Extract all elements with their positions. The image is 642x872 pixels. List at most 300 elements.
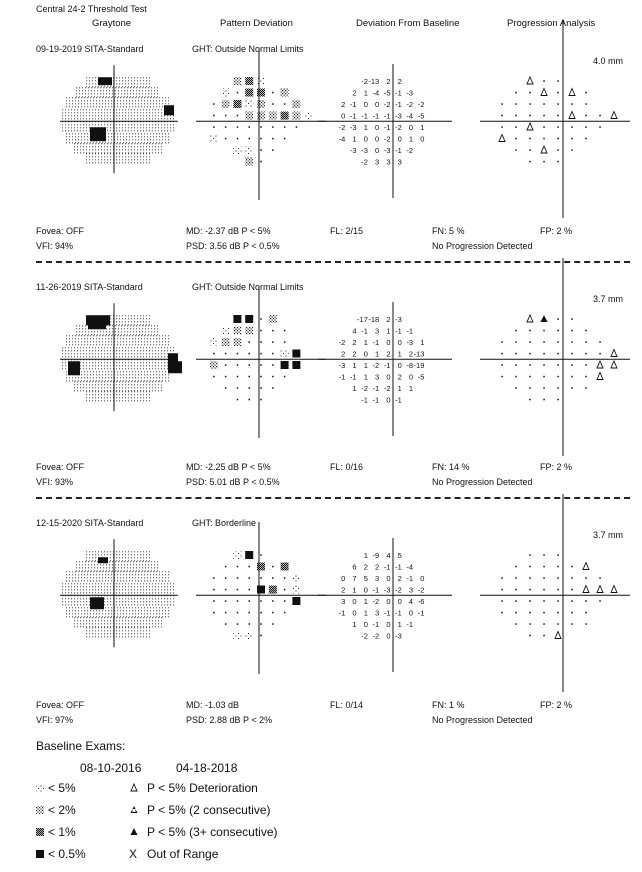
deviation-value: -1: [372, 338, 380, 347]
normal-dot: [272, 341, 274, 343]
normal-dot: [557, 566, 559, 568]
deviation-value: 0: [386, 631, 391, 641]
deviation-value: 1: [375, 349, 380, 359]
normal-dot: [585, 577, 587, 579]
progression-status: No Progression Detected: [432, 477, 533, 487]
deviation-value: -1: [383, 562, 391, 572]
deviation-value: -18: [368, 315, 380, 324]
p-lt-0.5-symbol: [292, 350, 300, 358]
deviation-value: -3: [338, 361, 346, 370]
normal-dot: [599, 353, 601, 355]
normal-dot: [529, 376, 531, 378]
normal-dot: [571, 623, 573, 625]
deviation-value: 0: [408, 608, 414, 618]
vfi-value: VFI: 94%: [36, 241, 74, 251]
normal-dot: [272, 387, 274, 389]
exam-date-strategy: 09-19-2019 SITA-Standard: [36, 44, 144, 54]
normal-dot: [501, 376, 503, 378]
normal-dot: [571, 600, 573, 602]
deviation-value: 5: [363, 574, 368, 583]
normal-dot: [557, 115, 559, 117]
normal-dot: [501, 364, 503, 366]
column-header-graytone: Graytone: [92, 18, 132, 29]
deviation-value: 2: [352, 338, 357, 347]
normal-dot: [260, 149, 262, 151]
normal-dot: [501, 103, 503, 105]
report-title: Central 24-2 Threshold Test: [36, 4, 147, 14]
deviation-value: 3: [341, 597, 346, 606]
normal-dot: [529, 566, 531, 568]
deviation-value: 1: [352, 620, 357, 629]
p-lt-0.5-symbol: [245, 551, 253, 559]
normal-dot: [571, 387, 573, 389]
deterioration-triangle-icon: [597, 361, 603, 368]
baseline-date: 04-18-2018: [176, 761, 238, 775]
normal-dot: [260, 399, 262, 401]
normal-dot: [272, 149, 274, 151]
deviation-value: 1: [363, 338, 368, 347]
deviation-value: -1: [361, 395, 368, 405]
deviation-value: -17: [357, 315, 368, 324]
false-positive: FP: 2 %: [540, 226, 573, 236]
deviation-value: 0: [363, 134, 368, 144]
normal-dot: [249, 138, 251, 140]
deviation-value: 1: [397, 384, 402, 393]
normal-dot: [237, 387, 239, 389]
deviation-value: 2: [363, 562, 368, 572]
normal-dot: [501, 353, 503, 355]
deviation-value: -1: [395, 608, 402, 618]
normal-dot: [515, 612, 517, 614]
deviation-value: -2: [383, 100, 391, 109]
normal-dot: [557, 364, 559, 366]
deviation-value: 3: [397, 157, 402, 167]
normal-dot: [585, 353, 587, 355]
vfi-value: VFI: 97%: [36, 715, 74, 725]
normal-dot: [529, 554, 531, 556]
p-lt-2-symbol: [233, 327, 241, 335]
legend-label-p1: < 1%: [48, 825, 76, 839]
normal-dot: [249, 353, 251, 355]
normal-dot: [501, 341, 503, 343]
legend-label-p2: < 2%: [48, 803, 76, 817]
normal-dot: [557, 376, 559, 378]
normal-dot: [501, 589, 503, 591]
deviation-value: 0: [363, 620, 368, 629]
normal-dot: [272, 138, 274, 140]
normal-dot: [249, 126, 251, 128]
deviation-value: -6: [417, 597, 425, 606]
normal-dot: [529, 92, 531, 94]
normal-dot: [529, 161, 531, 163]
p-lt-2-symbol: [257, 112, 265, 120]
deviation-value: -1: [406, 574, 414, 583]
normal-dot: [501, 612, 503, 614]
deterioration-triangle-icon: [555, 632, 561, 639]
normal-dot: [585, 600, 587, 602]
normal-dot: [260, 353, 262, 355]
normal-dot: [557, 387, 559, 389]
normal-dot: [284, 612, 286, 614]
dense-defect-area: [88, 323, 106, 329]
exam-plot-group: [60, 258, 630, 456]
p-lt-2-symbol: [245, 112, 253, 120]
p-lt-1-symbol: [257, 563, 265, 571]
normal-dot: [260, 330, 262, 332]
deviation-value: 6: [352, 562, 357, 572]
normal-dot: [225, 126, 227, 128]
normal-dot: [543, 376, 545, 378]
deviation-value: 2: [352, 88, 357, 98]
normal-dot: [557, 554, 559, 556]
normal-dot: [284, 589, 286, 591]
exam-date-strategy: 12-15-2020 SITA-Standard: [36, 518, 144, 528]
deviation-value: -1: [383, 361, 391, 370]
deviation-value: -2: [361, 631, 368, 641]
exam-date-strategy: 11-26-2019 SITA-Standard: [36, 282, 143, 292]
deviation-value: -2: [361, 157, 368, 167]
normal-dot: [571, 353, 573, 355]
pupil-size: 4.0 mm: [593, 56, 624, 66]
normal-dot: [543, 387, 545, 389]
deviation-value: -1: [383, 608, 391, 618]
deviation-value: 0: [386, 338, 391, 347]
normal-dot: [571, 138, 573, 140]
normal-dot: [260, 161, 262, 163]
deviation-value: 2: [397, 574, 402, 583]
deviation-value: 2: [375, 562, 380, 572]
normal-dot: [515, 600, 517, 602]
normal-dot: [501, 126, 503, 128]
deviation-value: -2: [372, 361, 380, 370]
normal-dot: [260, 376, 262, 378]
normal-dot: [599, 115, 601, 117]
normal-dot: [272, 566, 274, 568]
normal-dot: [543, 330, 545, 332]
p-lt-5-symbol: [222, 89, 230, 97]
normal-dot: [225, 566, 227, 568]
normal-dot: [571, 566, 573, 568]
normal-dot: [557, 126, 559, 128]
normal-dot: [515, 138, 517, 140]
deviation-value: -3: [395, 315, 402, 324]
deterioration-triangle-icon: [527, 123, 533, 130]
p-lt-2-symbol: [245, 158, 253, 166]
deviation-value: 1: [363, 123, 368, 132]
p-lt-2-symbol: [233, 77, 241, 85]
ght-result: GHT: Outside Normal Limits: [192, 44, 304, 54]
deviation-value: -1: [338, 608, 346, 618]
normal-dot: [529, 612, 531, 614]
md-value: MD: -1.03 dB: [186, 700, 240, 710]
p-lt-5-symbol: [222, 327, 230, 335]
normal-dot: [237, 364, 239, 366]
normal-dot: [260, 387, 262, 389]
deviation-from-baseline-plot: [318, 538, 452, 672]
deviation-value: 5: [397, 551, 402, 560]
false-positive: FP: 2 %: [540, 462, 573, 472]
deviation-value: 1: [363, 608, 368, 618]
legend-label-deterioration: P < 5% Deterioration: [147, 781, 258, 795]
p-lt-5-symbol: [245, 100, 253, 108]
deviation-value: 0: [386, 372, 391, 382]
deviation-value: 3: [375, 574, 380, 583]
normal-dot: [284, 330, 286, 332]
deviation-value: -13: [413, 349, 425, 359]
pupil-size: 3.7 mm: [593, 530, 624, 540]
p-lt-5-symbol: [304, 112, 312, 120]
normal-dot: [260, 554, 262, 556]
progression-analysis-plot: [480, 258, 630, 456]
normal-dot: [213, 589, 215, 591]
deviation-value: 0: [408, 372, 414, 382]
legend-label-p05: < 0.5%: [48, 847, 86, 861]
p-lt-0.5-symbol: [257, 586, 265, 594]
normal-dot: [571, 577, 573, 579]
deviation-value: -2: [417, 585, 425, 595]
normal-dot: [585, 138, 587, 140]
deviation-value: 1: [420, 338, 425, 347]
ght-result: GHT: Borderline: [192, 518, 257, 528]
p-lt-0.5-symbol: [245, 315, 253, 323]
normal-dot: [284, 138, 286, 140]
deviation-value: -8: [406, 361, 414, 370]
normal-dot: [529, 353, 531, 355]
normal-dot: [515, 353, 517, 355]
p-lt-1-symbol: [233, 100, 241, 108]
deviation-value: 2: [341, 349, 346, 359]
normal-dot: [260, 612, 262, 614]
deviation-value: 1: [397, 349, 402, 359]
fovea-status: Fovea: OFF: [36, 226, 85, 236]
p-lt-5-symbol: [233, 632, 241, 640]
normal-dot: [543, 138, 545, 140]
normal-dot: [543, 80, 545, 82]
normal-dot: [585, 103, 587, 105]
normal-dot: [515, 103, 517, 105]
psd-value: PSD: 3.56 dB P < 0.5%: [186, 241, 280, 251]
normal-dot: [543, 353, 545, 355]
normal-dot: [225, 387, 227, 389]
normal-dot: [543, 589, 545, 591]
deviation-value: -4: [406, 111, 414, 121]
deviation-value: -1: [406, 620, 414, 629]
deviation-value: -2: [372, 631, 380, 641]
deviation-value: 3: [408, 585, 414, 595]
dense-defect-area: [90, 597, 104, 609]
normal-dot: [557, 138, 559, 140]
progression-analysis-plot: [480, 20, 630, 218]
normal-dot: [213, 612, 215, 614]
deterioration-triangle-icon: [597, 586, 603, 593]
deviation-value: 4: [352, 326, 357, 336]
deviation-value: -2: [383, 384, 391, 393]
deviation-value: -1: [406, 326, 414, 336]
normal-dot: [585, 126, 587, 128]
deviation-value: -2: [395, 585, 402, 595]
deviation-value: -1: [372, 620, 380, 629]
deviation-value: -1: [383, 123, 391, 132]
deviation-value: 2: [352, 349, 357, 359]
ght-result: GHT: Outside Normal Limits: [192, 282, 304, 292]
normal-dot: [585, 376, 587, 378]
deviation-value: -3: [383, 146, 391, 155]
normal-dot: [557, 589, 559, 591]
normal-dot: [557, 623, 559, 625]
p-lt-2-symbol: [257, 100, 265, 108]
normal-dot: [543, 126, 545, 128]
normal-dot: [249, 566, 251, 568]
deviation-value: 0: [352, 608, 357, 618]
normal-dot: [585, 330, 587, 332]
deviation-value: -2: [417, 100, 425, 109]
p-lt-1-symbol: [281, 563, 289, 571]
normal-dot: [501, 577, 503, 579]
normal-dot: [272, 623, 274, 625]
normal-dot: [515, 566, 517, 568]
deviation-value: 1: [363, 551, 368, 560]
normal-dot: [543, 364, 545, 366]
false-negative: FN: 1 %: [432, 700, 465, 710]
graytone-map: [60, 65, 178, 173]
deviation-value: 1: [352, 361, 357, 370]
exam-plot-group: [60, 20, 630, 218]
deviation-value: -1: [395, 100, 402, 109]
normal-dot: [501, 600, 503, 602]
vfi-value: VFI: 93%: [36, 477, 74, 487]
normal-dot: [225, 138, 227, 140]
normal-dot: [557, 161, 559, 163]
p-lt-2-symbol: [222, 100, 230, 108]
normal-dot: [515, 387, 517, 389]
p-lt-1-symbol: [245, 89, 253, 97]
normal-dot: [543, 554, 545, 556]
normal-dot: [260, 318, 262, 320]
graytone-map: [60, 539, 178, 647]
deviation-value: -5: [417, 111, 425, 121]
md-value: MD: -2.25 dB P < 5%: [186, 462, 271, 472]
dense-defect-area: [98, 77, 112, 85]
p-lt-5-symbol: [292, 586, 300, 594]
normal-dot: [501, 115, 503, 117]
normal-dot: [557, 577, 559, 579]
deviation-value: 0: [397, 338, 402, 347]
normal-dot: [237, 399, 239, 401]
deterioration-triangle-icon: [527, 315, 533, 322]
normal-dot: [213, 376, 215, 378]
normal-dot: [284, 376, 286, 378]
normal-dot: [213, 577, 215, 579]
deviation-value: 0: [420, 574, 425, 583]
normal-dot: [543, 341, 545, 343]
normal-dot: [225, 364, 227, 366]
normal-dot: [599, 341, 601, 343]
deviation-value: -1: [372, 384, 380, 393]
normal-dot: [296, 126, 298, 128]
p-lt-2-symbol: [233, 338, 241, 346]
deviation-value: 0: [341, 111, 346, 121]
deterioration-triangle-icon: [583, 586, 589, 593]
normal-dot: [249, 589, 251, 591]
normal-dot: [225, 623, 227, 625]
normal-dot: [557, 103, 559, 105]
normal-dot: [237, 92, 239, 94]
deviation-value: -3: [406, 338, 414, 347]
normal-dot: [571, 330, 573, 332]
normal-dot: [272, 577, 274, 579]
normal-dot: [543, 577, 545, 579]
normal-dot: [585, 92, 587, 94]
progression-status: No Progression Detected: [432, 715, 533, 725]
normal-dot: [237, 126, 239, 128]
deviation-value: -3: [395, 111, 402, 121]
normal-dot: [284, 103, 286, 105]
psd-value: PSD: 2.88 dB P < 2%: [186, 715, 273, 725]
fixation-loss: FL: 2/15: [330, 226, 364, 236]
legend-label-three-consecutive: P < 5% (3+ consecutive): [147, 825, 278, 839]
deviation-value: -3: [349, 123, 357, 132]
deviation-value: -9: [372, 551, 380, 560]
deviation-value: -1: [383, 111, 391, 121]
normal-dot: [237, 566, 239, 568]
normal-dot: [225, 612, 227, 614]
normal-dot: [543, 103, 545, 105]
deviation-value: -4: [372, 88, 380, 98]
normal-dot: [557, 92, 559, 94]
normal-dot: [249, 577, 251, 579]
normal-dot: [599, 126, 601, 128]
normal-dot: [272, 376, 274, 378]
normal-dot: [213, 600, 215, 602]
normal-dot: [260, 623, 262, 625]
deviation-value: 1: [408, 134, 414, 144]
normal-dot: [225, 376, 227, 378]
deviation-value: -4: [338, 134, 346, 144]
p-lt-2-symbol: [36, 806, 44, 814]
deviation-value: 1: [397, 620, 402, 629]
deviation-value: 0: [386, 574, 391, 583]
deviation-value: -1: [372, 395, 380, 405]
normal-dot: [529, 138, 531, 140]
p-lt-2-symbol: [292, 100, 300, 108]
normal-dot: [272, 103, 274, 105]
deviation-value: -2: [338, 123, 346, 132]
p-lt-2-symbol: [281, 89, 289, 97]
deterioration-triangle-icon: [131, 784, 137, 791]
deviation-value: -1: [338, 372, 346, 382]
normal-dot: [557, 399, 559, 401]
normal-dot: [272, 364, 274, 366]
normal-dot: [599, 577, 601, 579]
deviation-value: 1: [352, 134, 357, 144]
exam-plot-group: [60, 494, 630, 692]
pattern-deviation-plot: [196, 286, 326, 438]
fovea-status: Fovea: OFF: [36, 462, 85, 472]
deviation-value: 3: [375, 608, 380, 618]
normal-dot: [599, 600, 601, 602]
normal-dot: [515, 341, 517, 343]
normal-dot: [237, 589, 239, 591]
normal-dot: [543, 612, 545, 614]
normal-dot: [557, 318, 559, 320]
normal-dot: [571, 376, 573, 378]
normal-dot: [529, 149, 531, 151]
deterioration-triangle-icon: [611, 361, 617, 368]
legend-label-two-consecutive: P < 5% (2 consecutive): [147, 803, 271, 817]
fixation-loss: FL: 0/16: [330, 462, 364, 472]
normal-dot: [272, 600, 274, 602]
normal-dot: [529, 330, 531, 332]
